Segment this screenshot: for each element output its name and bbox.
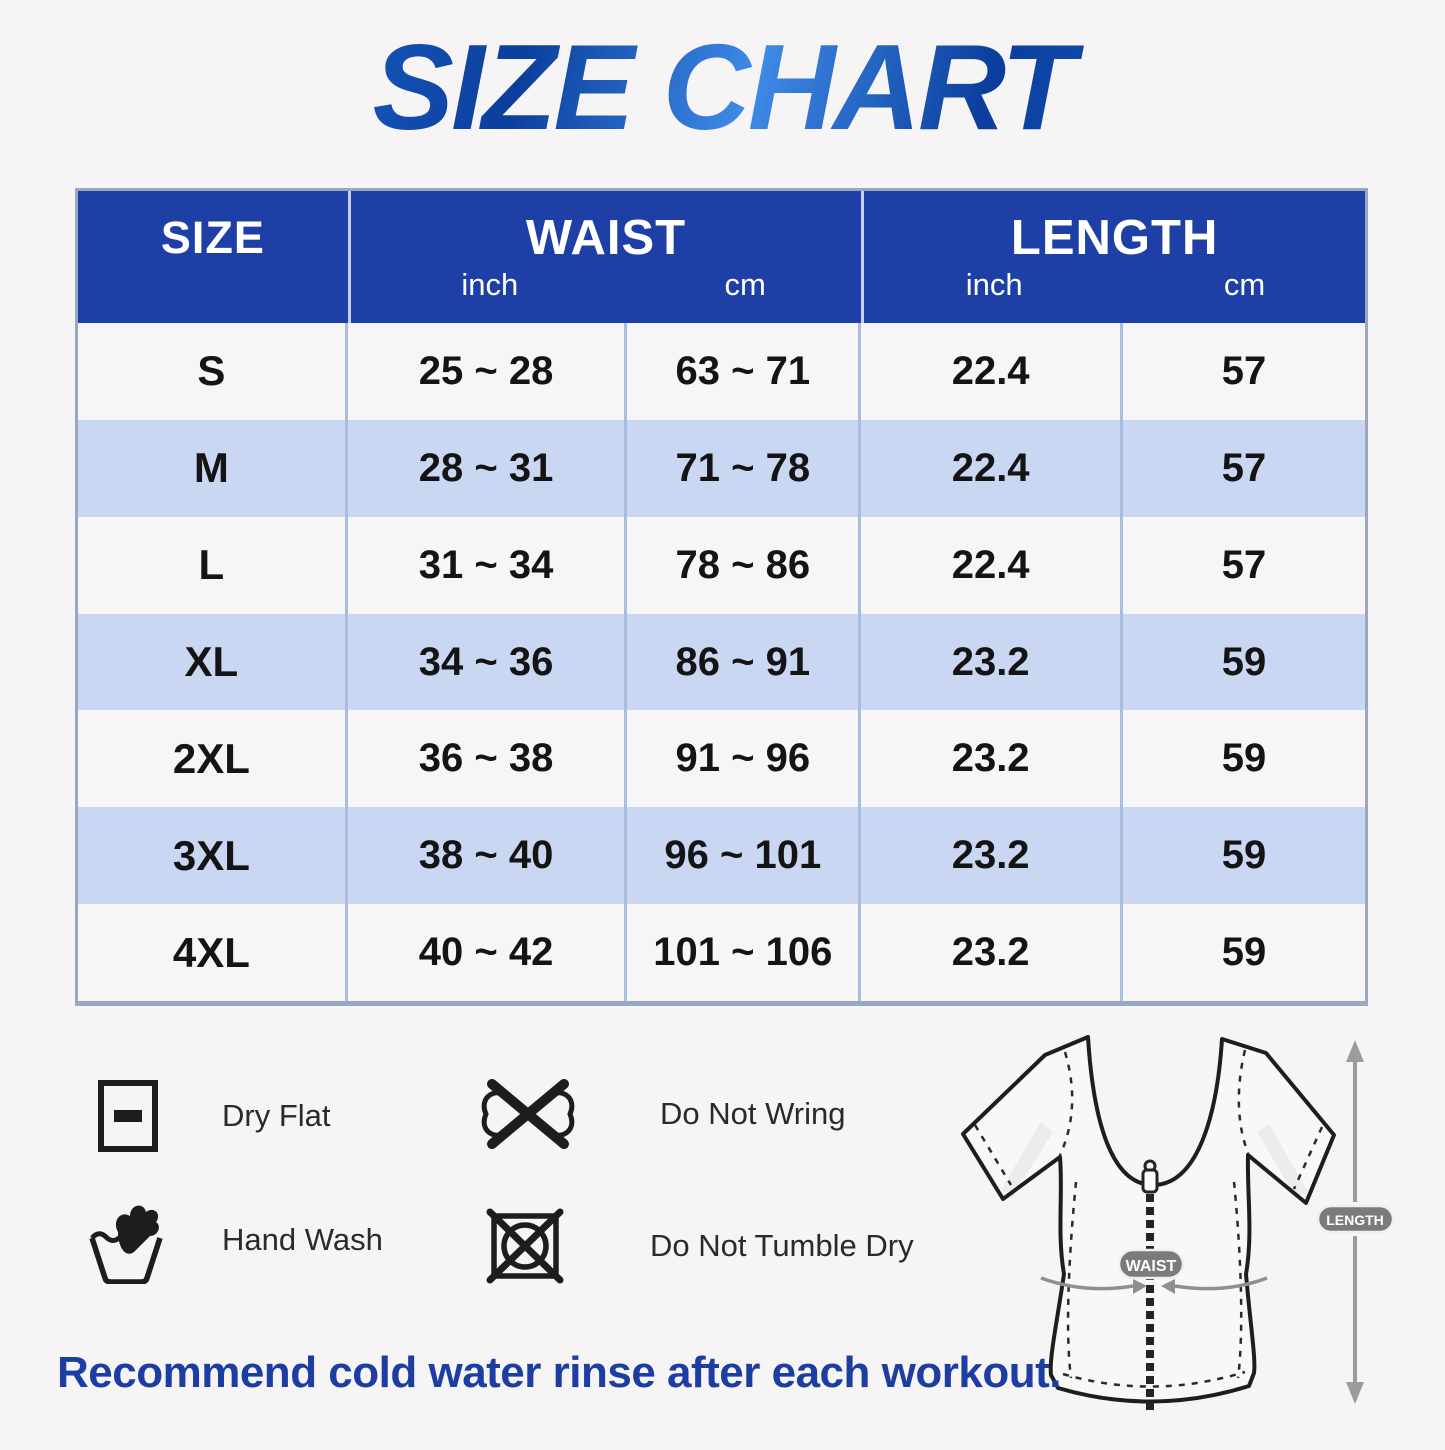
- waist-inch-unit: inch: [461, 267, 519, 302]
- table-row: [78, 420, 1365, 517]
- care-item-hand-wash: [88, 1196, 383, 1284]
- header-length-label: LENGTH: [1010, 211, 1219, 265]
- garment-outline: [963, 1037, 1334, 1402]
- header-waist-label: WAIST: [525, 211, 687, 265]
- care-label: Hand Wash: [222, 1222, 383, 1257]
- waist-inch-cell: 36 ~ 38: [348, 710, 628, 807]
- length-inch-cell: 23.2: [861, 614, 1123, 711]
- waist-inch-cell: 31 ~ 34: [348, 517, 628, 614]
- table-row: [78, 904, 1365, 1001]
- length-inch-cell: 22.4: [861, 420, 1123, 517]
- waist-cm-cell: 91 ~ 96: [627, 710, 861, 807]
- length-inch-cell: 23.2: [861, 904, 1123, 1001]
- header-length-group: [861, 191, 1365, 323]
- length-inch-cell: 22.4: [861, 517, 1123, 614]
- length-label: LENGTH: [1326, 1212, 1384, 1228]
- waist-label-pill: [1119, 1250, 1183, 1278]
- size-cell: M: [78, 420, 348, 517]
- length-arrowhead-top: [1346, 1040, 1364, 1062]
- length-cm-cell: 59: [1221, 833, 1267, 878]
- zipper-pull: [1143, 1170, 1157, 1192]
- size-cell: 4XL: [78, 904, 348, 1001]
- waist-inch-cell: 25 ~ 28: [348, 323, 628, 420]
- length-inch-unit: inch: [965, 267, 1023, 302]
- waist-cm-cell: 78 ~ 86: [627, 517, 861, 614]
- do-not-wring-icon: [476, 1074, 580, 1154]
- waist-cm-cell: 71 ~ 78: [627, 420, 861, 517]
- length-cm-unit: cm: [1223, 267, 1266, 302]
- table-row: [78, 807, 1365, 904]
- table-body: [78, 323, 1365, 1001]
- table-row: [78, 710, 1365, 807]
- length-inch-cell: 23.2: [861, 710, 1123, 807]
- size-cell: XL: [78, 614, 348, 711]
- waist-cm-cell: 96 ~ 101: [627, 807, 861, 904]
- care-label: Do Not Wring: [660, 1096, 846, 1131]
- header-size-group: [78, 191, 348, 323]
- length-cm-cell: 57: [1221, 348, 1267, 393]
- table-row: [78, 517, 1365, 614]
- length-cm-cell: 59: [1221, 736, 1267, 781]
- waist-inch-cell: 34 ~ 36: [348, 614, 628, 711]
- care-label: Dry Flat: [222, 1098, 331, 1133]
- care-item-do-not-tumble-dry: [486, 1206, 914, 1286]
- size-cell: S: [78, 323, 348, 420]
- waist-cm-cell: 63 ~ 71: [627, 323, 861, 420]
- do-not-tumble-dry-icon: [486, 1206, 564, 1286]
- hand-wash-icon: [88, 1196, 164, 1284]
- size-chart-table: [75, 188, 1368, 1006]
- care-item-dry-flat: [97, 1079, 331, 1153]
- footer-note: Recommend cold water rinse after each workout.: [57, 1348, 1061, 1397]
- length-inch-cell: 22.4: [861, 323, 1123, 420]
- size-cell: 3XL: [78, 807, 348, 904]
- header-size-label: SIZE: [160, 212, 265, 263]
- length-cm-cell: 57: [1221, 445, 1267, 490]
- length-cm-cell: 59: [1221, 639, 1267, 684]
- length-units: [864, 265, 1365, 305]
- length-label-pill: [1318, 1206, 1393, 1232]
- waist-label: WAIST: [1125, 1258, 1177, 1275]
- waist-inch-cell: 28 ~ 31: [348, 420, 628, 517]
- page-title: SIZE CHART: [0, 16, 1445, 160]
- length-cm-cell: 59: [1221, 930, 1267, 975]
- waist-cm-cell: 86 ~ 91: [627, 614, 861, 711]
- waist-units: [351, 265, 862, 305]
- dry-flat-icon: [97, 1079, 159, 1153]
- care-label: Do Not Tumble Dry: [650, 1228, 914, 1263]
- header-waist-group: [348, 191, 862, 323]
- length-inch-cell: 23.2: [861, 807, 1123, 904]
- table-row: [78, 323, 1365, 420]
- waist-inch-cell: 40 ~ 42: [348, 904, 628, 1001]
- length-cm-cell: 57: [1221, 542, 1267, 587]
- waist-cm-unit: cm: [724, 267, 766, 302]
- table-row: [78, 614, 1365, 711]
- size-cell: L: [78, 517, 348, 614]
- size-cell: 2XL: [78, 710, 348, 807]
- table-header: [78, 191, 1365, 323]
- waist-inch-cell: 38 ~ 40: [348, 807, 628, 904]
- length-arrowhead-bottom: [1346, 1382, 1364, 1404]
- care-item-do-not-wring: [476, 1074, 846, 1154]
- waist-cm-cell: 101 ~ 106: [627, 904, 861, 1001]
